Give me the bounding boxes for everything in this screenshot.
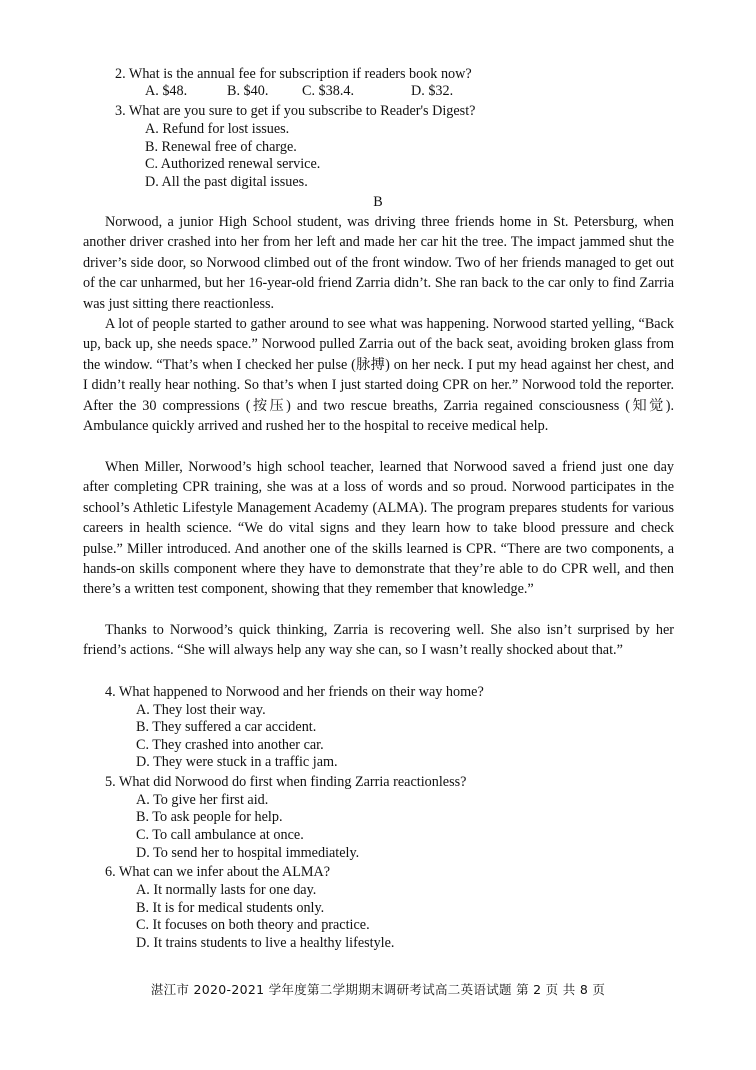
page-footer: 湛江市 2020-2021 学年度第二学期期末调研考试高二英语试题 第 2 页 共 8 页 [150, 982, 606, 997]
question-4-option-d: D. They were stuck in a traffic jam. [136, 754, 338, 770]
question-3-stem: 3. What are you sure to get if you subscribe to Reader's Digest? [115, 103, 476, 119]
passage-paragraph-3: When Miller, Norwood’s high school teacher, learned that Norwood saved a friend just one day after completing CPR training, she was at a loss of words and so proud. Norwood participates in the school’s Athletic Lifestyle Management Academy (ALMA). The program prepares students for various careers in health science. “We do vital signs and they learn how to take blood pressure and check pulse.” Miller introduced. And another one of the skills learned is CPR. “There are two components, a hands-on skills component where they have to demonstrate that they’re able to do CPR well, and then there’s a written test component, showing that they remember that knowledge.” [83, 459, 674, 598]
question-3-option-b: B. Renewal free of charge. [145, 139, 297, 155]
passage-paragraph-2: A lot of people started to gather around to see what was happening. Norwood started yelling, “Back up, back up, she needs space.” Norwood pulled Zarria out of the back seat, avoiding broken glass from the window. “That’s when I checked her pulse (脉搏) on her neck. I put my head against her chest, and I didn’t really hear nothing. So that’s when I just started doing CPR on her.” Norwood told the reporter. After the 30 compressions (按压) and two rescue breaths, Zarria regained consciousness (知觉). Ambulance quickly arrived and rushed her to the hospital to receive medical help. [83, 316, 674, 435]
question-3-option-c: C. Authorized renewal service. [145, 156, 321, 172]
question-3-option-a: A. Refund for lost issues. [145, 121, 290, 137]
question-5-option-a: A. To give her first aid. [136, 792, 269, 808]
question-4-option-a: A. They lost their way. [136, 702, 266, 718]
question-2-option-b: B. $40. [227, 83, 269, 99]
question-5-option-b: B. To ask people for help. [136, 809, 283, 825]
question-3-option-d: D. All the past digital issues. [145, 174, 308, 190]
question-4-option-c: C. They crashed into another car. [136, 737, 324, 753]
passage-paragraph-1: Norwood, a junior High School student, was driving three friends home in St. Petersburg, when another driver crashed into her from her left and made her car hit the tree. The impact jammed shut the driver’s side door, so Norwood climbed out of the front window. Two of her friends managed to get out of the car unharmed, but her 16-year-old friend Zarria didn’t. She ran back to the car only to find Zarria was just sitting there reactionless. [83, 214, 674, 312]
question-4-option-b: B. They suffered a car accident. [136, 719, 317, 735]
question-6-option-b: B. It is for medical students only. [136, 900, 325, 916]
section-b-heading: B [373, 194, 383, 210]
question-2-option-d: D. $32. [411, 83, 454, 99]
question-2-stem: 2. What is the annual fee for subscription if readers book now? [115, 66, 472, 82]
question-2-option-c: C. $38.4. [302, 83, 355, 99]
question-6-option-c: C. It focuses on both theory and practice. [136, 917, 370, 933]
question-4-stem: 4. What happened to Norwood and her friends on their way home? [105, 684, 484, 700]
question-5-option-d: D. To send her to hospital immediately. [136, 845, 360, 861]
question-6-stem: 6. What can we infer about the ALMA? [105, 864, 331, 880]
question-2-option-a: A. $48. [145, 83, 188, 99]
question-5-option-c: C. To call ambulance at once. [136, 827, 304, 843]
question-6-option-a: A. It normally lasts for one day. [136, 882, 317, 898]
question-6-option-d: D. It trains students to live a healthy lifestyle. [136, 935, 395, 951]
passage-paragraph-4: Thanks to Norwood’s quick thinking, Zarria is recovering well. She also isn’t surprised by her friend’s actions. “She will always help any way she can, so I wasn’t really shocked about that.” [83, 622, 674, 659]
question-5-stem: 5. What did Norwood do first when finding Zarria reactionless? [105, 774, 467, 790]
